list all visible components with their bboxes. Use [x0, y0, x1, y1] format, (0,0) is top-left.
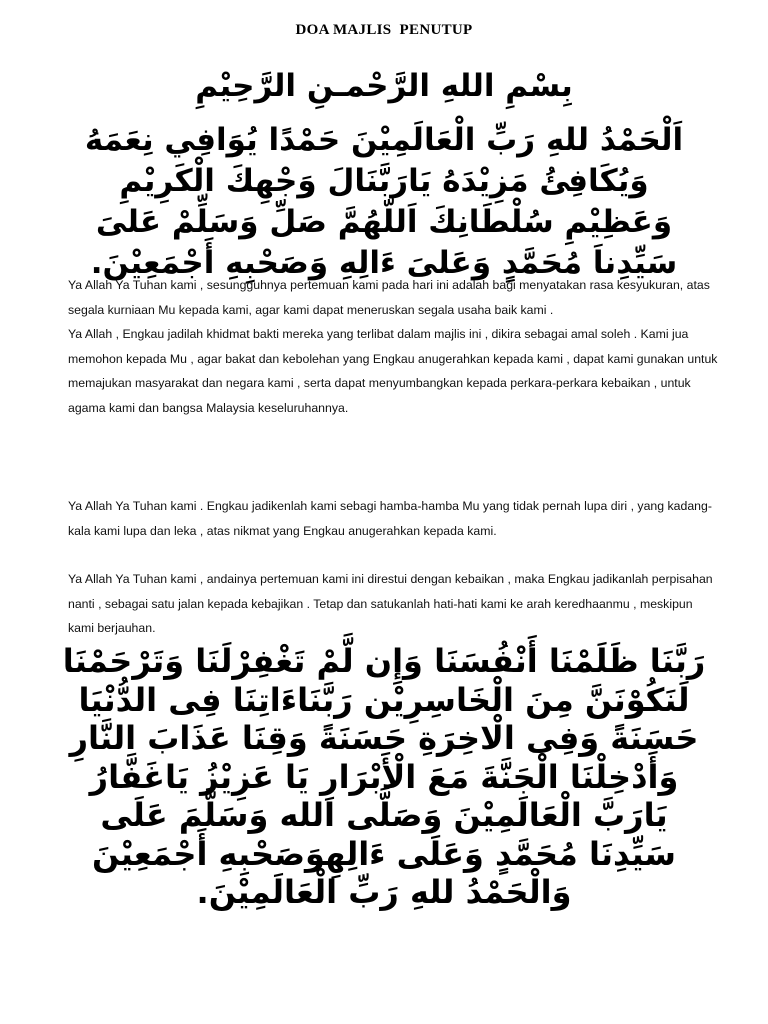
arabic-line: سَيِّدِنَا مُحَمَّدٍ وَعَلَى ءَالِهِوَصَحْبِهِ أَجْمَعِيْنَ	[92, 834, 676, 873]
arabic-line: وَأَدْخِلْنَا الْجَنَّةَ مَعَ الْأَبْرَارِ يَا عَزِيْزُ يَاغَفَّارُ	[89, 757, 679, 796]
document-title: DOA MAJLIS PENUTUP	[295, 22, 473, 38]
arabic-line: وَعَظِيْمِ سُلْطَانِكَ اَللّهُمَّ صَلِّ وَسَلِّمْ عَلىَ	[95, 204, 673, 240]
arabic-line: رَبَّنَا ظَلَمْنَا أَنْفُسَنَا وَإِن لَّمْ تَغْفِرْلَنَا وَتَرْحَمْنَا	[62, 642, 706, 680]
malay-paragraph-1: Ya Allah Ya Tuhan kami , sesungguhnya pertemuan kami pada hari ini adalah bagi menyatakan rasa kesyukuran, atas segala kurniaan Mu kepada kami, agar kami dapat meneruskan segala usaha baik kami . Ya Allah , Engkau jadilah khidmat bakti mereka yang terlibat dalam majlis ini , dikira sebagai amal soleh . Kami jua memohon kepada Mu , agar bakat dan kebolehan yang Engkau anugerahkan kepada kami , dapat kami gunakan untuk memajukan masyarakat dan negara kami , serta dapat menyumbangkan kepada perkara-perkara kebaikan , untuk agama kami dan bangsa Malaysia keseluruhannya.	[68, 278, 718, 415]
basmala-heading: بِسْمِ اللهِ الرَّحْمـنِ الرَّحِيْمِ	[195, 68, 573, 104]
arabic-line: اَلْحَمْدُ للهِ رَبِّ الْعَالَمِيْنَ حَمْدًا يُوَافِي نِعَمَهُ	[84, 122, 684, 158]
malay-paragraph-3: Ya Allah Ya Tuhan kami , andainya pertemuan kami ini direstui dengan kebaikan , maka Engkau jadikanlah perpisahan nanti , sebagai satu jalan kepada kebajikan . Tetap dan satukanlah hati-hati kami ke arah keredhaanmu , meskipun kami berjauhan.	[68, 572, 713, 636]
arabic-line: يَارَبَّ الْعَالَمِيْنَ وَصَلَّى الله وَسَلَّمَ عَلَى	[100, 796, 668, 834]
arabic-line: حَسَنَةً وَفِى الْاخِرَةِ حَسَنَةً وَقِنَا عَذَابَ النَّارِ	[69, 719, 699, 757]
arabic-line: لَنَكُوْنَنَّ مِنَ الْخَاسِرِيْن رَبَّنَاءَاتِنَا فِى الدُّنْيَا	[78, 680, 690, 719]
arabic-line: وَالْحَمْدُ للهِ رَبِّ الْعَالَمِيْنَ.	[196, 873, 572, 911]
malay-paragraph-2: Ya Allah Ya Tuhan kami . Engkau jadikenlah kami sebagi hamba-hamba Mu yang tidak pernah lupa diri , yang kadang-kala kami lupa dan leka , atas nikmat yang Engkau anugerahkan kepada kami.	[68, 499, 712, 538]
closing-arabic-prayer	[30, 642, 738, 912]
opening-arabic-prayer	[40, 120, 728, 284]
arabic-line: وَيُكَافِئُ مَزِيْدَهُ يَارَبَّنَالَ وَجْهِكَ الْكَرِيْمِ	[119, 163, 649, 199]
arabic-line: سَيِّدِناَ مُحَمَّدٍ وَعَلىَ ءَالِهِ وَصَحْبِهِ أَجْمَعِيْنَ.	[90, 245, 678, 281]
